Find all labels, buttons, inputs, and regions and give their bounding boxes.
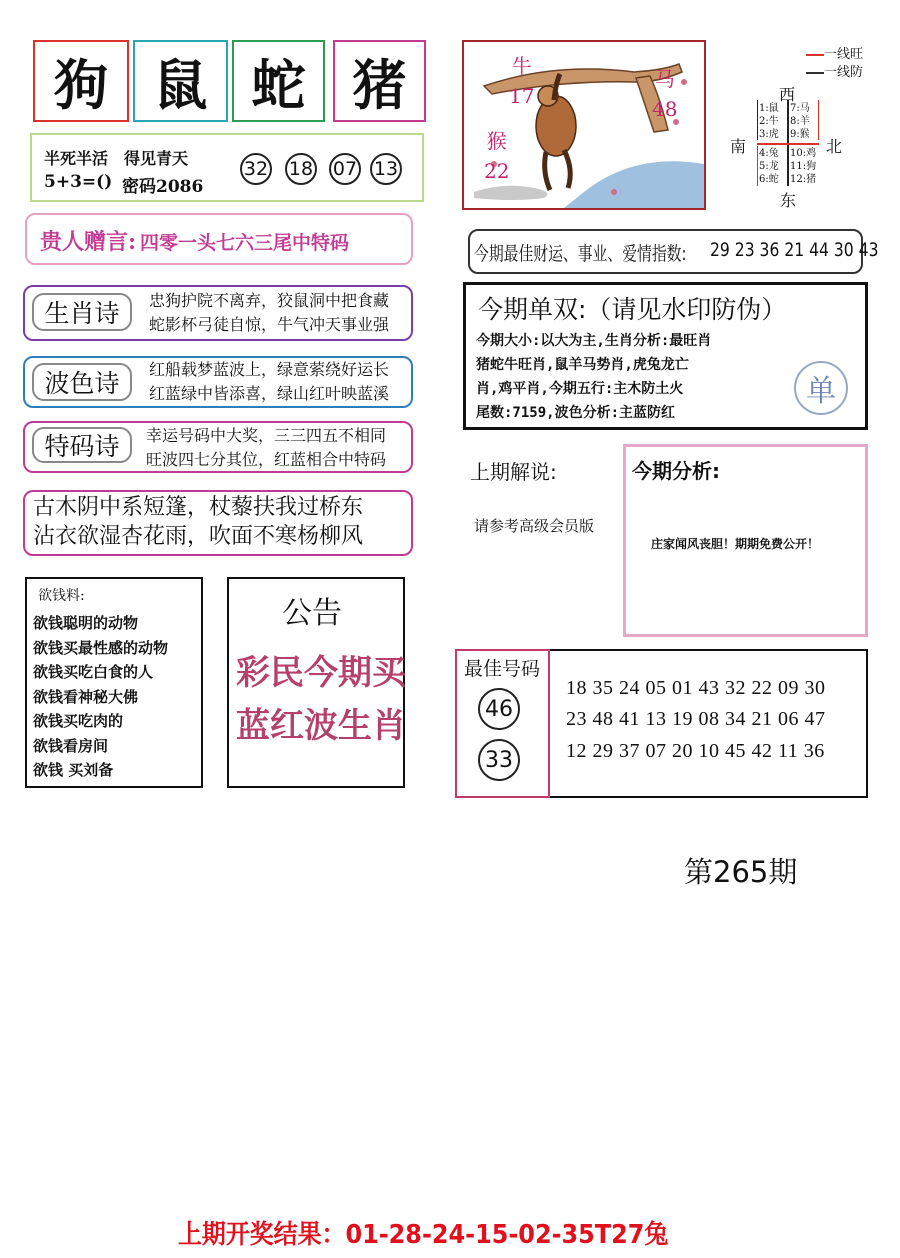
special-poem-text <box>146 424 386 472</box>
compass-west: 西 <box>779 85 796 104</box>
money-list <box>33 611 168 783</box>
verse-line-1: 古木阴中系短篷，杖藜扶我过桥东 <box>33 495 364 520</box>
zodiac-pig-label: 猪 <box>352 52 407 117</box>
fortune-label: 今期最佳财运、事业、爱情指数: <box>474 243 687 265</box>
compass-east: 东 <box>780 191 797 210</box>
special-poem-line-1: 幸运号码中大奖，三三四五不相同 <box>146 426 387 445</box>
notice-line-1: 彩民今期买 <box>236 653 406 693</box>
fortune-numbers: 29 23 36 21 44 30 43 <box>710 239 879 261</box>
gift-words-text: 四零一头七六三尾中特码 <box>140 232 350 254</box>
last-explain-title: 上期解说: <box>470 460 557 484</box>
compass-cell: 6:蛇 <box>759 174 779 185</box>
verse-text <box>33 493 363 551</box>
special-poem-line-2: 旺波四七分其位，红蓝相合中特码 <box>146 450 387 469</box>
compass-cell: 7:马 <box>790 103 810 114</box>
gift-words-label: 贵人赠言: <box>40 229 137 255</box>
riddle-equation: 5+3=() <box>44 172 113 192</box>
odd-even-line: 猪蛇牛旺肖,鼠羊马势肖,虎兔龙亡 <box>476 357 689 373</box>
money-item: 欲钱 买刘备 <box>33 761 114 779</box>
money-list-title: 欲钱料: <box>38 588 85 604</box>
special-poem-tag: 特码诗 <box>32 427 132 463</box>
money-item: 欲钱买吃肉的 <box>33 712 124 730</box>
zodiac-snake-label: 蛇 <box>251 52 306 117</box>
compass-cell: 10:鸡 <box>790 148 817 159</box>
riddle-password: 密码2086 <box>122 177 204 197</box>
wave-poem-text <box>149 358 389 406</box>
compass-south: 南 <box>730 137 747 156</box>
zodiac-poem-text <box>149 289 389 337</box>
best-ball-2: 33 <box>478 739 520 781</box>
best-numbers-row: 12 29 37 07 20 10 45 42 11 36 <box>566 740 825 762</box>
zodiac-poem-line-1: 忠狗护院不离弃，狡鼠洞中把食藏 <box>149 291 390 310</box>
compass-cell: 12:猪 <box>790 174 817 185</box>
last-result-banner: 上期开奖结果：01-28-24-15-02-35T27兔 <box>178 1220 669 1250</box>
zodiac-box-dog <box>33 40 129 122</box>
odd-stamp: 单 <box>794 361 848 415</box>
compass-cell: 4:兔 <box>759 148 779 159</box>
riddle-ball-4: 13 <box>370 153 402 185</box>
wave-poem-tag: 波色诗 <box>32 363 132 401</box>
riddle-line-1: 半死半活 得见青天 <box>44 149 189 168</box>
compass-legend <box>806 46 863 82</box>
money-item: 欲钱看神秘大佛 <box>33 687 139 706</box>
compass-cell: 8:羊 <box>790 116 810 127</box>
odd-even-body <box>476 329 711 425</box>
pic-label-monkey: 猴 22 <box>484 129 510 183</box>
best-ball-1: 46 <box>478 688 520 730</box>
money-item: 欲钱聪明的动物 <box>33 614 139 632</box>
money-item: 欲钱买最性感的动物 <box>33 638 169 657</box>
money-item: 欲钱买吃白食的人 <box>33 663 154 681</box>
best-numbers-row: 23 48 41 13 19 08 34 21 06 47 <box>566 708 826 730</box>
money-item: 欲钱看房间 <box>33 736 109 755</box>
zodiac-rat-label: 鼠 <box>153 52 208 117</box>
zodiac-poem-line-2: 蛇影杯弓徒自惊，牛气冲天事业强 <box>149 315 390 334</box>
analysis-text: 庄家闻风丧胆！期期免费公开！ <box>651 537 820 551</box>
best-numbers-title: 最佳号码 <box>464 658 541 680</box>
odd-even-title: 今期单双:（请见水印防伪） <box>478 295 787 324</box>
compass-cell: 3:虎 <box>759 129 779 140</box>
zodiac-box-snake <box>232 40 325 122</box>
odd-even-line: 肖,鸡平肖,今期五行:主木防土火 <box>476 381 684 397</box>
compass-north: 北 <box>826 137 843 156</box>
pic-label-ox: 牛 17 <box>509 54 535 108</box>
compass-grid <box>757 100 819 186</box>
compass-cell: 11:狗 <box>790 161 817 172</box>
verse-line-2: 沾衣欲湿杏花雨，吹面不寒杨柳风 <box>33 524 364 549</box>
legend-guard: 一线防 <box>806 64 863 82</box>
compass-cell: 2:牛 <box>759 116 779 127</box>
analysis-title: 今期分析: <box>632 459 720 483</box>
riddle-ball-1: 32 <box>240 153 272 185</box>
wave-poem-line-1: 红船载梦蓝波上，绿意萦绕好运长 <box>149 360 390 379</box>
pic-label-horse: 马 48 <box>652 67 678 121</box>
wave-poem-line-2: 红蓝绿中皆添喜，绿山红叶映蓝溪 <box>149 384 390 403</box>
notice-line-2: 蓝红波生肖 <box>236 706 406 746</box>
odd-even-line: 尾数:7159,波色分析:主蓝防红 <box>476 405 676 421</box>
compass-cell: 1:鼠 <box>759 103 779 114</box>
compass-cell: 5:龙 <box>759 161 779 172</box>
notice-title: 公告 <box>282 596 342 631</box>
zodiac-box-rat <box>133 40 228 122</box>
last-explain-note: 请参考高级会员版 <box>474 517 595 535</box>
riddle-ball-2: 18 <box>285 153 317 185</box>
legend-prosper: 一线旺 <box>806 46 863 64</box>
zodiac-dog-label: 狗 <box>54 52 108 117</box>
issue-number: 第265期 <box>684 855 798 889</box>
zodiac-box-pig <box>333 40 426 122</box>
odd-even-line: 今期大小:以大为主,生肖分析:最旺肖 <box>476 333 712 349</box>
riddle-ball-3: 07 <box>329 153 361 185</box>
best-numbers-row: 18 35 24 05 01 43 32 22 09 30 <box>566 677 826 699</box>
zodiac-poem-tag: 生肖诗 <box>32 293 132 331</box>
compass-cell: 9:猴 <box>790 129 810 140</box>
